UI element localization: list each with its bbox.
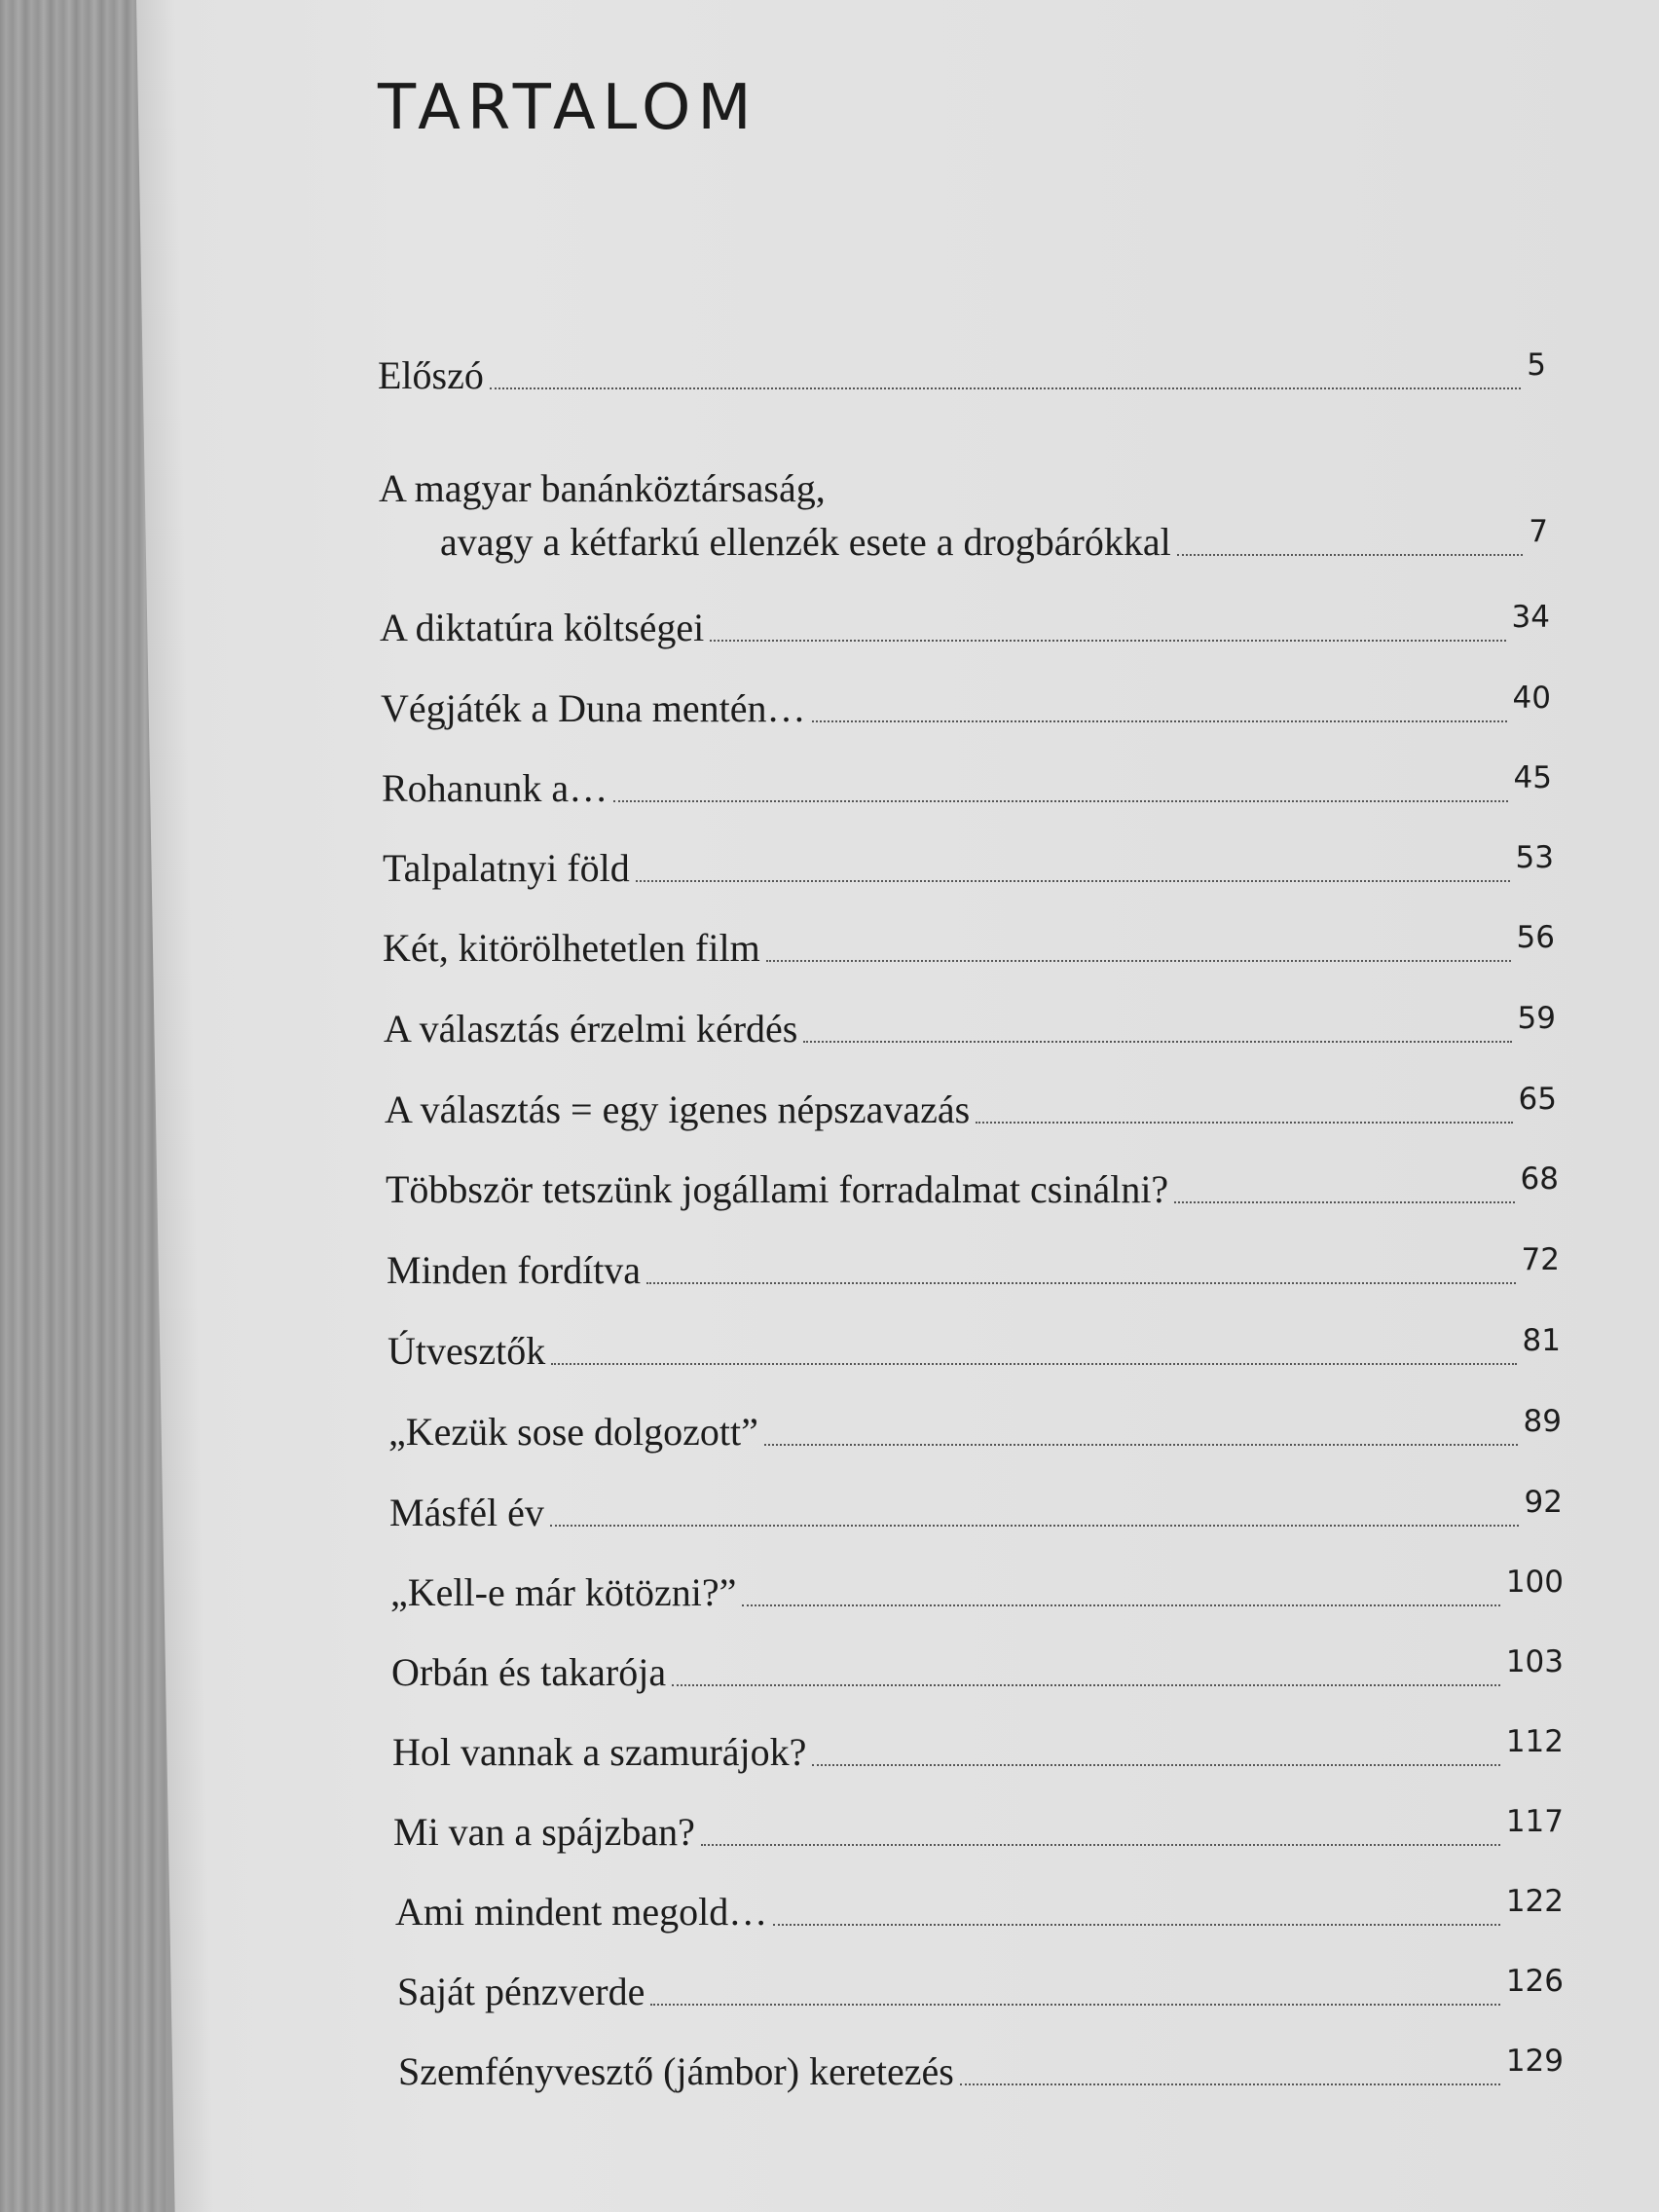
toc-entry-title: A választás = egy igenes népszavazás [385, 1088, 971, 1131]
toc-entry-page: 53 [1515, 840, 1554, 875]
toc-entry-title: Útvesztők [387, 1329, 546, 1373]
toc-entry-4 [382, 760, 1552, 811]
toc-entry-title: „Kezük sose dolgozott” [388, 1410, 758, 1454]
dot-leader [646, 1281, 1515, 1284]
toc-entry-17 [393, 1804, 1564, 1855]
dot-leader [812, 719, 1507, 722]
toc-entry-title: Mi van a spájzban? [393, 1810, 695, 1854]
toc-entry-page: 117 [1505, 1804, 1564, 1839]
dot-leader [960, 2083, 1500, 2085]
toc-entry-title: Végjáték a Duna mentén… [381, 686, 806, 730]
toc-entry-page: 68 [1520, 1161, 1559, 1197]
toc-entry-page: 126 [1505, 1964, 1564, 1999]
toc-entry-14 [390, 1565, 1564, 1615]
dot-leader [650, 2003, 1500, 2006]
toc-entry-title: A diktatúra költségei [380, 606, 705, 649]
toc-entry-page: 100 [1505, 1565, 1564, 1600]
toc-entry-13 [389, 1485, 1563, 1535]
dot-leader [613, 799, 1507, 802]
dot-leader [710, 639, 1505, 642]
dot-leader [551, 1362, 1516, 1365]
toc-entry-title: Szemfényvesztő (jámbor) keretezés [398, 2049, 954, 2093]
dot-leader [976, 1121, 1512, 1124]
dot-leader [773, 1923, 1500, 1926]
toc-entry-6 [383, 920, 1555, 971]
dot-leader [490, 387, 1521, 389]
toc-entry-title: „Kell-e már kötözni?” [390, 1570, 737, 1614]
toc-entry-title: Ami mindent megold… [395, 1890, 768, 1934]
dot-leader [742, 1604, 1499, 1606]
toc-entry-title: Talpalatnyi föld [383, 846, 630, 890]
toc-entry-9 [386, 1161, 1559, 1212]
toc-entry-page: 92 [1524, 1485, 1563, 1520]
toc-entry-title: A választás érzelmi kérdés [384, 1007, 798, 1051]
toc-entry-page: 72 [1521, 1242, 1560, 1277]
toc-entry-title: Hol vannak a szamurájok? [392, 1730, 807, 1774]
toc-entry-title: Orbán és takarója [391, 1650, 667, 1694]
toc-entry-19 [397, 1964, 1564, 2014]
toc-entry-title: Két, kitörölhetetlen film [383, 926, 760, 970]
toc-entry-page: 103 [1505, 1644, 1564, 1679]
toc-entry-2 [380, 600, 1550, 650]
toc-entry-page: 34 [1511, 600, 1550, 635]
toc-entry-page: 129 [1505, 2044, 1564, 2079]
dot-leader [672, 1683, 1500, 1686]
toc-entry-7 [384, 1001, 1556, 1051]
toc-entry-page: 81 [1522, 1323, 1561, 1358]
toc-entry-12 [388, 1404, 1562, 1455]
toc-entry-page: 122 [1505, 1884, 1564, 1919]
toc-entry-title-line1: A magyar banánköztársaság, [379, 466, 826, 510]
toc-entry-page: 112 [1505, 1724, 1564, 1759]
dot-leader [766, 959, 1511, 962]
dot-leader [812, 1763, 1499, 1766]
toc-entry-page: 59 [1517, 1001, 1556, 1036]
toc-entry-title: Többször tetszünk jogállami forradalmat csinálni? [386, 1167, 1169, 1211]
toc-entry-11 [387, 1323, 1561, 1374]
toc-entry-16 [392, 1724, 1564, 1775]
toc-entry-page: 5 [1527, 348, 1546, 383]
toc-entry-page: 40 [1512, 681, 1551, 716]
toc-entry-20 [398, 2044, 1564, 2094]
dot-leader [803, 1040, 1511, 1043]
dot-leader [701, 1843, 1500, 1846]
toc-entry-3 [381, 681, 1551, 731]
toc-entry-0 [378, 348, 1546, 398]
toc-entry-title: Saját pénzverde [397, 1970, 645, 2013]
toc-entry-5 [383, 840, 1554, 891]
toc-entry-page: 7 [1529, 514, 1548, 549]
dot-leader [1177, 553, 1524, 556]
toc-entry-title: avagy a kétfarkú ellenzék esete a drogbárókkal [440, 520, 1171, 564]
toc-entry-title: Rohanunk a… [382, 766, 608, 810]
toc-entry-page: 56 [1516, 920, 1555, 955]
dot-leader [764, 1443, 1518, 1446]
toc-entry-15 [391, 1644, 1564, 1695]
toc-entry-title: Előszó [378, 353, 484, 397]
toc-entry-10 [387, 1242, 1560, 1293]
toc-entry-title: Minden fordítva [387, 1248, 642, 1292]
dot-leader [550, 1524, 1519, 1527]
dot-leader [636, 879, 1510, 882]
dot-leader [1174, 1200, 1514, 1203]
toc-heading: TARTALOM [378, 72, 758, 144]
toc-entry-8 [385, 1082, 1557, 1132]
toc-entry-title: Másfél év [389, 1491, 544, 1534]
toc-entry-18 [395, 1884, 1564, 1935]
toc-entry-page: 65 [1518, 1082, 1557, 1117]
toc-entry-page: 89 [1523, 1404, 1562, 1439]
toc-entry-page: 45 [1513, 760, 1552, 795]
